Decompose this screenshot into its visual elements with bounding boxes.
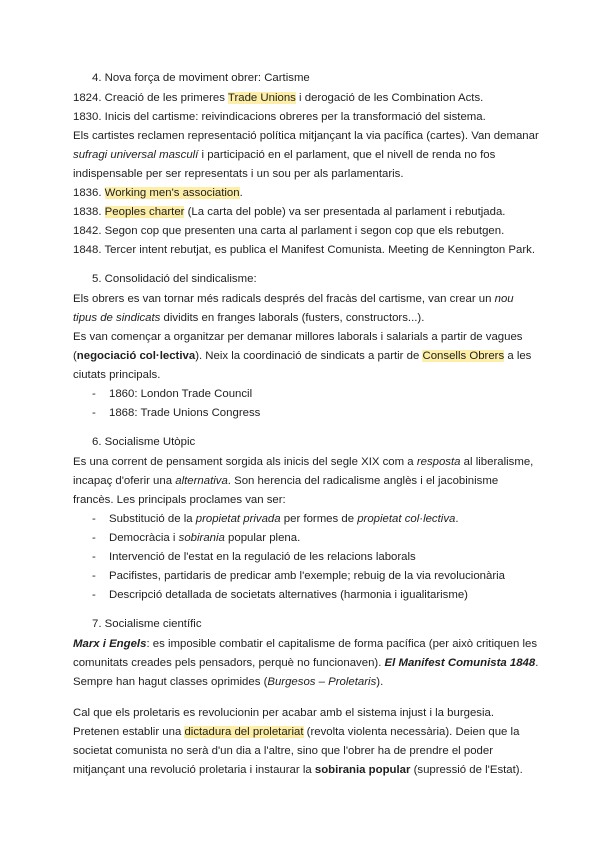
list-item: - Intervenció de l'estat en la regulació de les relacions laborals: [92, 551, 416, 563]
section-6-heading: 6. Socialisme Utòpic: [92, 436, 196, 448]
text-line: 1836. Working men's association.: [73, 187, 243, 199]
text-line: Marx i Engels: es imposible combatir el capitalisme de forma pacífica (per això critiquen les: [73, 638, 538, 650]
list-item: - Descripció detallada de societats alternatives (harmonia i igualitarisme): [92, 589, 468, 601]
text-line: incapaç d'oferir una alternativa. Son herencia del radicalisme anglès i el jacobinisme: [73, 475, 499, 487]
text-line: (negociació col·lectiva). Neix la coordinació de sindicats a partir de Consells Obrers a les: [73, 350, 532, 362]
text-line: tipus de sindicats dividits en franges laborals (fusters, constructors...).: [73, 312, 425, 324]
list-item: - Democràcia i sobirania popular plena.: [92, 532, 301, 544]
highlight-consells-obrers: Consells Obrers: [422, 350, 505, 362]
text-line: 1848. Tercer intent rebutjat, es publica el Manifest Comunista. Meeting de Kennington Park.: [73, 244, 536, 256]
text-line: Sempre han hagut classes oprimides (Burgesos – Proletaris).: [73, 676, 384, 688]
text-line: comunitats creades pels pensadors, perquè no funcionaven). El Manifest Comunista 1848.: [73, 657, 539, 669]
text-line: Es van començar a organitzar per demanar millores laborals i salarials a partir de vagues: [73, 331, 523, 343]
highlight-trade-unions: Trade Unions: [227, 92, 296, 104]
section-5-heading: 5. Consolidació del sindicalisme:: [92, 273, 257, 285]
section-4-heading: 4. Nova força de moviment obrer: Cartisme: [92, 72, 310, 84]
text-line: sufragi universal masculí i participació en el parlament, que el nivell de renda no fos: [73, 149, 496, 161]
text-line: Els cartistes reclamen representació política mitjançant la via pacífica (cartes). Van demanar: [73, 130, 539, 142]
list-item: - 1860: London Trade Council: [92, 388, 253, 400]
text-line: 1838. Peoples charter (La carta del poble) va ser presentada al parlament i rebutjada.: [73, 206, 506, 218]
text-line: ciutats principals.: [73, 369, 161, 381]
text-line: Cal que els proletaris es revolucionin per acabar amb el sistema injust i la burgesia.: [73, 707, 495, 719]
text-line: mitjançant una revolució proletaria i instaurar la sobirania popular (supressió de l'Estat).: [73, 764, 523, 776]
list-item: - Substitució de la propietat privada per formes de propietat col·lectiva.: [92, 513, 459, 525]
text-line: indispensable per ser representats i un sou per als parlamentaris.: [73, 168, 404, 180]
text-line: Pretenen establir una dictadura del proletariat (revolta violenta necessària). Deien que la: [73, 726, 520, 738]
highlight-dictadura: dictadura del proletariat: [184, 726, 304, 738]
list-item: - Pacifistes, partidaris de predicar amb l'exemple; rebuig de la via revolucionària: [92, 570, 505, 582]
highlight-working-mens: Working men's association: [104, 187, 240, 199]
text-line: Els obrers es van tornar més radicals després del fracàs del cartisme, van crear un nou: [73, 293, 514, 305]
text-line: 1842. Segon cop que presenten una carta al parlament i segon cop que els rebutgen.: [73, 225, 505, 237]
text-line: societat comunista no serà d'un dia a l'altre, sino que l'obrer ha de prendre el poder: [73, 745, 494, 757]
section-7-heading: 7. Socialisme científic: [92, 618, 202, 630]
text-line: 1830. Inicis del cartisme: reivindicacions obreres per la transformació del sistema.: [73, 111, 486, 123]
list-item: - 1868: Trade Unions Congress: [92, 407, 261, 419]
text-line: francès. Les principals proclames van ser:: [73, 494, 286, 506]
text-line: 1824. Creació de les primeres Trade Unions i derogació de les Combination Acts.: [73, 92, 484, 104]
highlight-peoples-charter: Peoples charter: [104, 206, 185, 218]
text-line: Es una corrent de pensament sorgida als inicis del segle XIX com a resposta al liberalisme,: [73, 456, 534, 468]
